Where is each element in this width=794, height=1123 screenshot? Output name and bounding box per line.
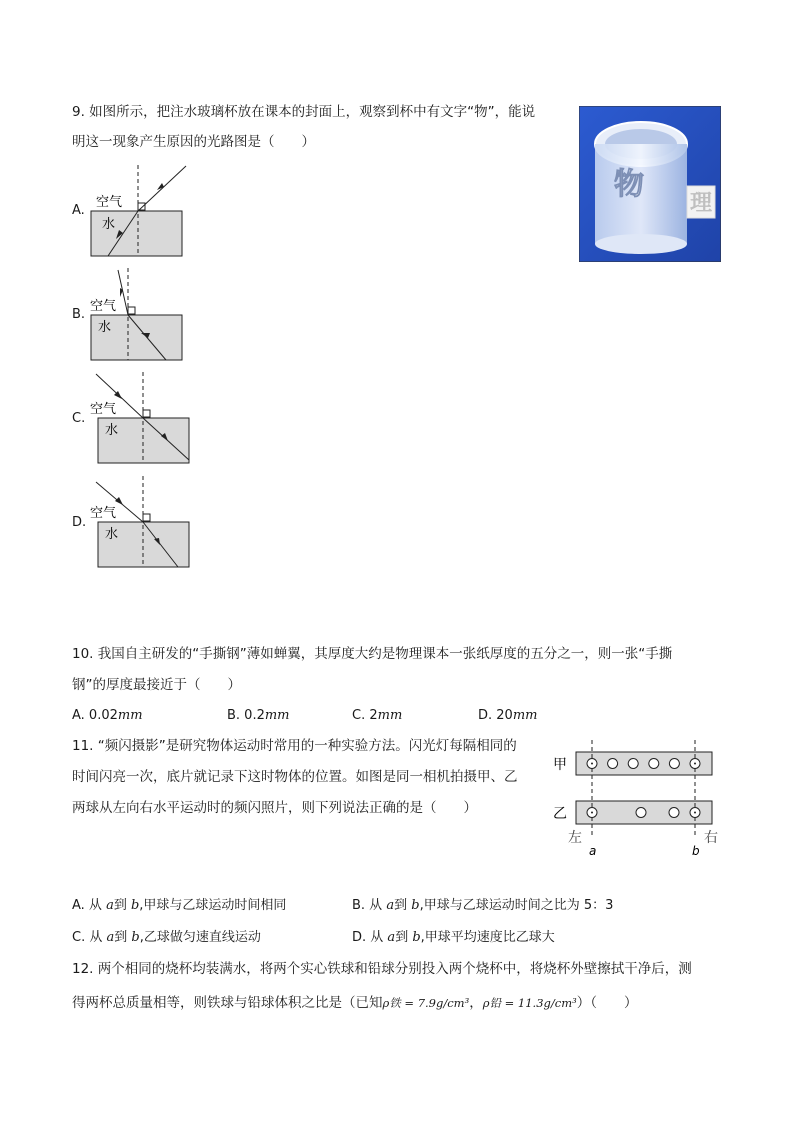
label-yi: 乙 — [553, 806, 567, 822]
label-water: 水 — [105, 527, 119, 542]
var-a: a — [106, 898, 114, 913]
q9-diagram-b[interactable] — [88, 266, 198, 364]
q10-option-d[interactable] — [478, 707, 537, 725]
label-water: 水 — [98, 320, 112, 335]
var-b: b — [131, 930, 140, 945]
unit-mm: mm — [117, 708, 143, 723]
q11-text-line2: 时间闪亮一次，底片就记录下这时物体的位置。如图是同一相机拍摄甲、乙 — [72, 769, 518, 785]
option-text: ,甲球与乙球运动时间相同 — [139, 898, 287, 913]
var-b: b — [412, 930, 421, 945]
label-air: 空气 — [96, 195, 123, 210]
option-text: C. 从 — [72, 930, 107, 945]
q10-option-b-value: B. 0.2 — [227, 708, 265, 723]
option-text: 到 — [394, 898, 412, 913]
unit-mm: mm — [512, 708, 538, 723]
q10-text-line2: 钢”的厚度最接近于（ ） — [72, 677, 241, 693]
option-text: B. 从 — [352, 898, 387, 913]
photo-char-wu: 物 — [614, 167, 644, 202]
option-text: ,甲球平均速度比乙球大 — [420, 930, 555, 945]
q11-text-line1: 11. “频闪摄影”是研究物体运动时常用的一种实验方法。闪光灯每隔相同的 — [72, 738, 517, 754]
label-b: b — [692, 844, 700, 858]
q12-text-line2-end: ）（ ） — [576, 995, 638, 1011]
rho-lead-formula: ρ铅 = 11.3g/cm³ — [482, 996, 577, 1010]
q9-diagram-a[interactable] — [88, 163, 198, 261]
option-text: ,甲球与乙球运动时间之比为 5：3 — [419, 898, 614, 913]
q10-option-c[interactable] — [352, 707, 402, 725]
q9-text-line1: 9. 如图所示，把注水玻璃杯放在课本的封面上，观察到杯中有文字“物”，能说 — [72, 104, 536, 120]
q11-option-b[interactable] — [352, 897, 613, 915]
option-text: ,乙球做匀速直线运动 — [139, 930, 261, 945]
q10-option-c-value: C. 2 — [352, 708, 378, 723]
q11-option-c[interactable] — [72, 929, 261, 947]
q10-option-a-value: A. 0.02 — [72, 708, 118, 723]
q9-option-c-label[interactable]: C. — [72, 411, 86, 426]
label-a: a — [589, 844, 597, 858]
q9-diagram-c[interactable] — [88, 370, 198, 468]
label-water: 水 — [105, 423, 119, 438]
q9-diagram-d[interactable] — [88, 474, 198, 572]
var-a: a — [106, 930, 115, 945]
var-a: a — [387, 930, 396, 945]
q10-option-d-value: D. 20 — [478, 708, 513, 723]
label-air: 空气 — [90, 506, 117, 521]
var-a: a — [386, 898, 395, 913]
option-text: 到 — [114, 930, 132, 945]
option-text: 到 — [395, 930, 413, 945]
q10-text-line1: 10. 我国自主研发的“手撕钢”薄如蝉翼，其厚度大约是物理课本一张纸厚度的五分之一，则一张“手撕 — [72, 646, 673, 662]
label-air: 空气 — [90, 299, 117, 314]
option-text: A. 从 — [72, 898, 107, 913]
q12-text-line2 — [72, 994, 637, 1012]
unit-mm: mm — [264, 708, 290, 723]
rho-iron-formula: ρ铁 = 7.9g/cm³ — [382, 996, 470, 1010]
var-b: b — [411, 898, 420, 913]
q10-option-b[interactable] — [227, 707, 290, 725]
unit-mm: mm — [377, 708, 403, 723]
label-air: 空气 — [90, 402, 117, 417]
q9-option-a-label[interactable]: A. — [72, 203, 85, 218]
var-b: b — [130, 898, 140, 913]
q12-text-line1: 12. 两个相同的烧杯均装满水，将两个实心铁球和铅球分别投入两个烧杯中，将烧杯外壁擦拭干净后，测 — [72, 961, 692, 977]
label-jia: 甲 — [553, 757, 567, 773]
glass-photo — [579, 106, 721, 262]
option-text: 到 — [113, 898, 131, 913]
q11-option-a[interactable] — [72, 897, 286, 915]
strobe-diagram — [550, 738, 725, 860]
q11-option-d[interactable] — [352, 929, 555, 947]
label-left: 左 — [568, 830, 582, 846]
q9-option-d-label[interactable]: D. — [72, 515, 87, 530]
q10-option-a[interactable] — [72, 707, 143, 725]
q12-separator: ， — [469, 995, 483, 1011]
q9-option-b-label[interactable]: B. — [72, 307, 86, 322]
option-text: D. 从 — [352, 930, 388, 945]
label-right: 右 — [704, 830, 718, 846]
label-water: 水 — [102, 217, 116, 232]
q12-text-line2-start: 得两杯总质量相等，则铁球与铅球体积之比是（已知 — [72, 995, 383, 1011]
q11-text-line3: 两球从左向右水平运动时的频闪照片，则下列说法正确的是（ ） — [72, 800, 477, 816]
q9-text-line2: 明这一现象产生原因的光路图是（ ） — [72, 134, 315, 150]
photo-char-li: 理 — [689, 191, 713, 216]
